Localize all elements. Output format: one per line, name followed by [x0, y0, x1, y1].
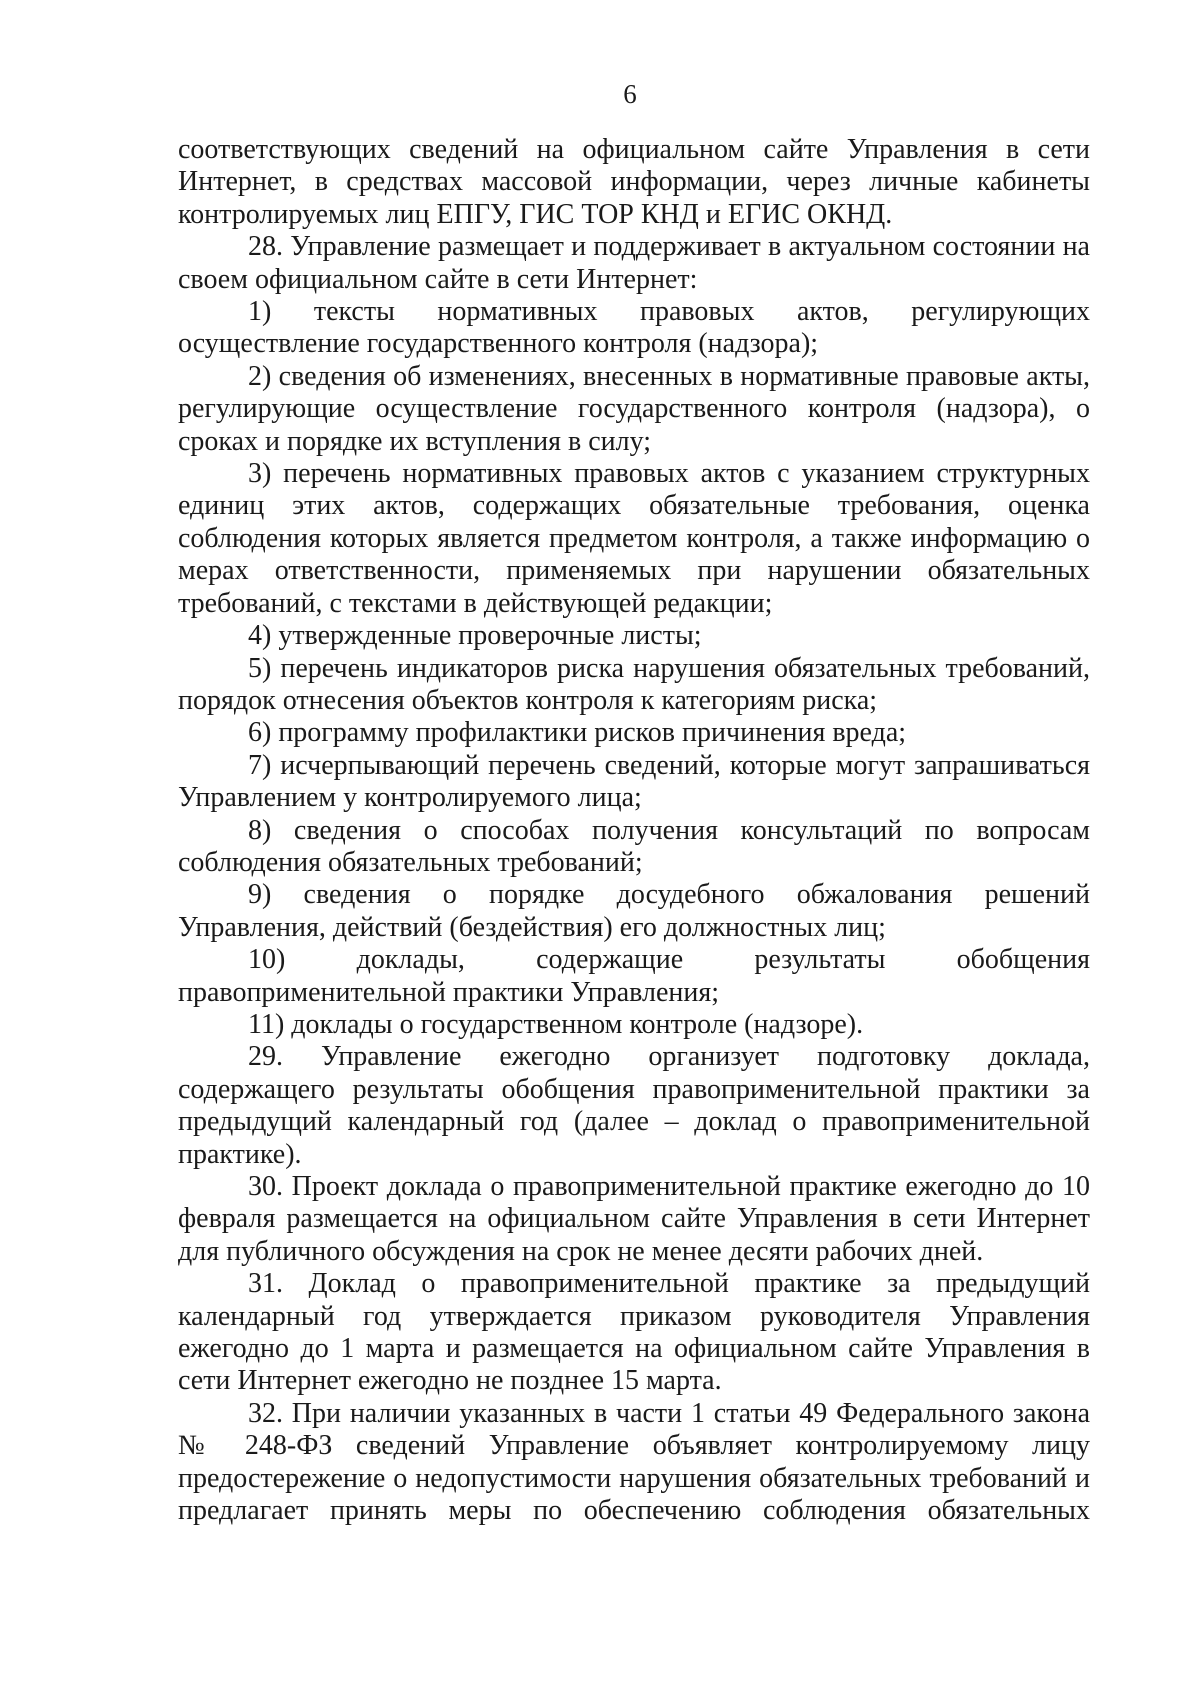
list-item-8: 8) сведения о способах получения консультаций по вопросам соблюдения обязательных требований;	[178, 814, 1090, 878]
paragraph-31: 31. Доклад о правоприменительной практике за предыдущий календарный год утверждается приказом руководителя Управления ежегодно до 1 марта и размещается на официальном сайте Управления в сети Интернет ежегодно не позднее 15 марта.	[178, 1268, 1090, 1397]
list-item-2: 2) сведения об изменениях, внесенных в нормативные правовые акты, регулирующие осуществление государственного контроля (надзора), о сроках и порядке их вступления в силу;	[178, 360, 1090, 457]
list-item-3: 3) перечень нормативных правовых актов с указанием структурных единиц этих актов, содержащих обязательные требования, оценка соблюдения которых является предметом контроля, а также информацию о мерах ответственности, применяемых при нарушении обязательных требований, с текстами в действующей редакции;	[178, 458, 1090, 619]
list-item-1: 1) тексты нормативных правовых актов, регулирующих осуществление государственного контроля (надзора);	[178, 296, 1090, 360]
document-body	[178, 134, 1090, 1527]
list-item-5: 5) перечень индикаторов риска нарушения обязательных требований, порядок отнесения объектов контроля к категориям риска;	[178, 652, 1090, 716]
paragraph-30: 30. Проект доклада о правоприменительной практике ежегодно до 10 февраля размещается на официальном сайте Управления в сети Интернет для публичного обсуждения на срок не менее десяти рабочих дней.	[178, 1171, 1090, 1267]
list-item-9: 9) сведения о порядке досудебного обжалования решений Управления, действий (бездействия) его должностных лиц;	[178, 879, 1090, 943]
list-item-4: 4) утвержденные проверочные листы;	[248, 620, 702, 652]
list-item-7: 7) исчерпывающий перечень сведений, которые могут запрашиваться Управлением у контролируемого лица;	[178, 749, 1090, 814]
paragraph-continuation: соответствующих сведений на официальном сайте Управления в сети Интернет, в средствах массовой информации, через личные кабинеты контролируемых лиц ЕПГУ, ГИС ТОР КНД и ЕГИС ОКНД.	[178, 134, 1090, 230]
page-number: 6	[623, 79, 637, 109]
paragraph-29: 29. Управление ежегодно организует подготовку доклада, содержащего результаты обобщения правоприменительной практики за предыдущий календарный год (далее – доклад о правоприменительной практике).	[178, 1041, 1090, 1170]
list-item-11: 11) доклады о государственном контроле (надзоре).	[248, 1008, 864, 1040]
list-item-6: 6) программу профилактики рисков причинения вреда;	[248, 717, 907, 749]
list-item-10: 10) доклады, содержащие результаты обобщения правоприменительной практики Управления;	[178, 944, 1090, 1008]
paragraph-28: 28. Управление размещает и поддерживает в актуальном состоянии на своем официальном сайте в сети Интернет:	[178, 231, 1090, 295]
paragraph-32: 32. При наличии указанных в части 1 статьи 49 Федерального закона № 248-ФЗ сведений Управление объявляет контролируемому лицу предостережение о недопустимости нарушения обязательных требований и предлагает принять меры по обеспечению соблюдения обязательных	[178, 1397, 1090, 1527]
